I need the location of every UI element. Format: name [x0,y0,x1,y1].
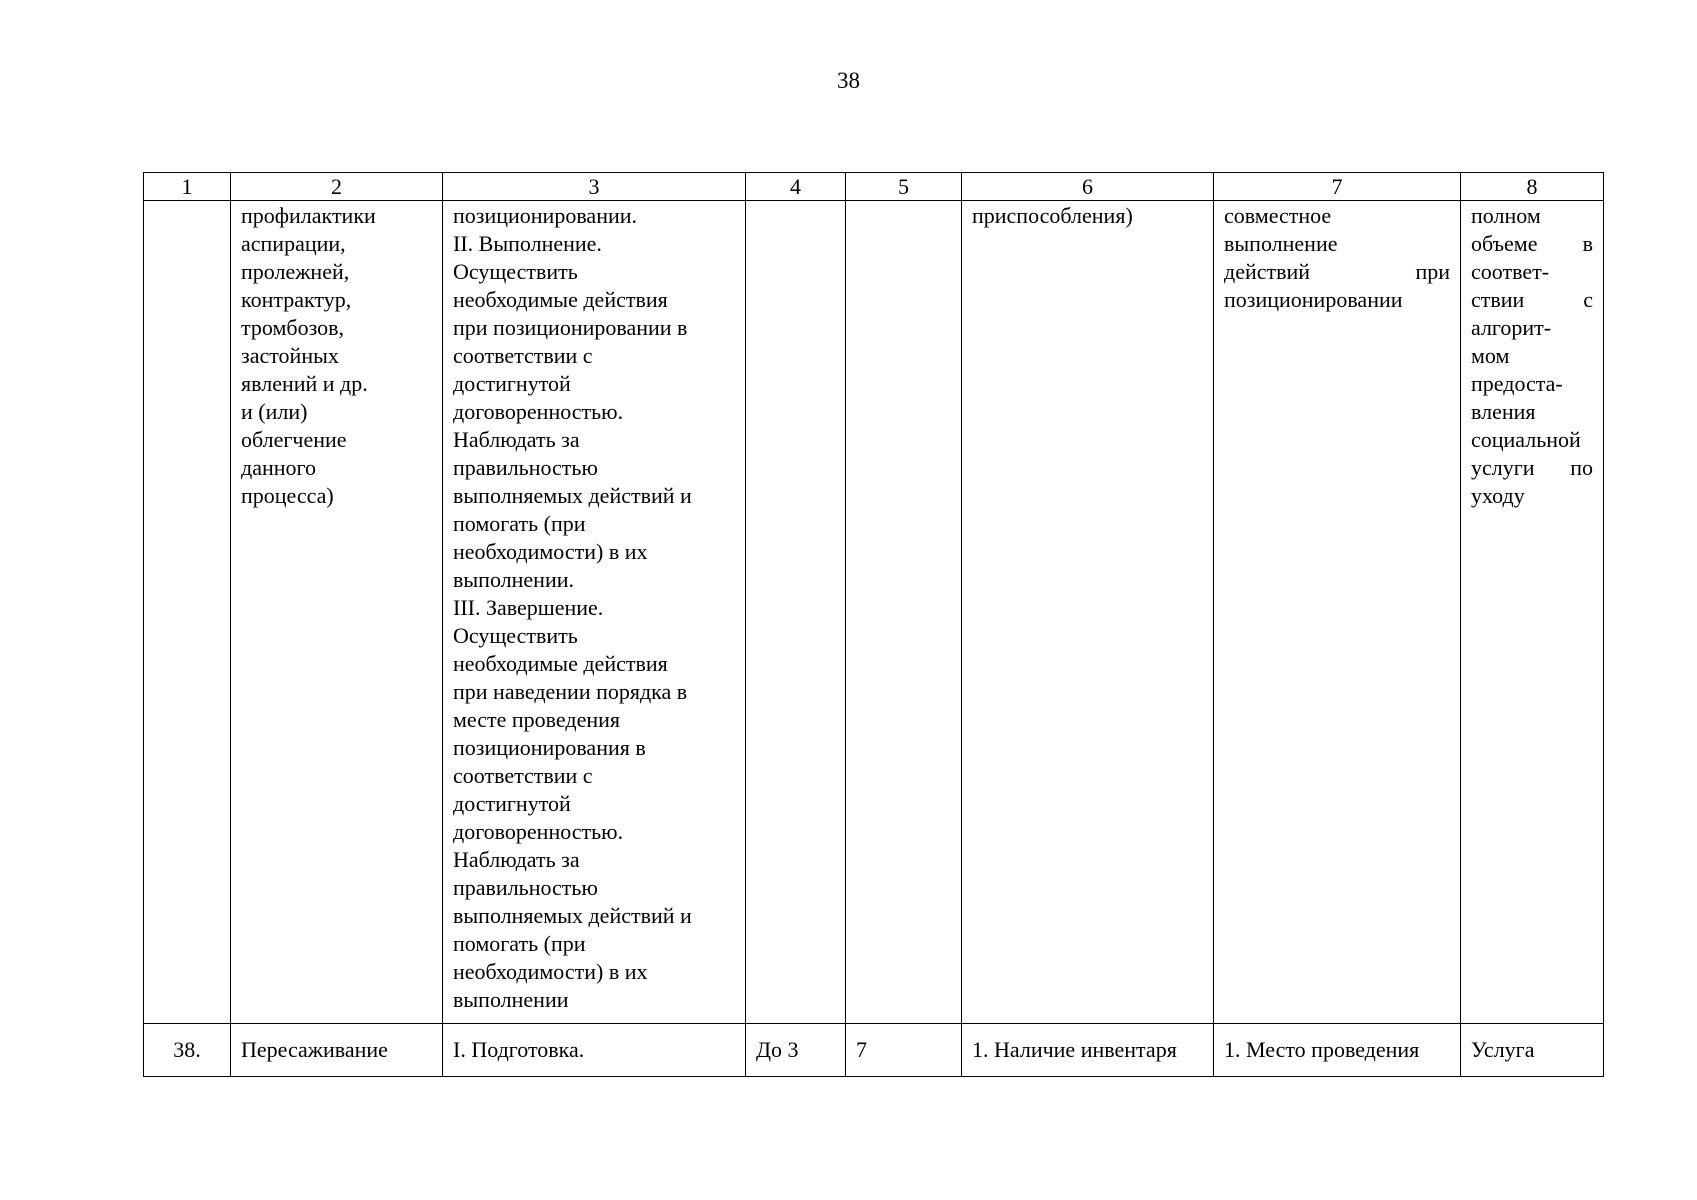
text-lines [453,202,735,1014]
text-line: выполнение [1224,231,1338,256]
text-line: действий при [1224,259,1450,284]
table-row [144,1024,1604,1077]
cell-service-name [231,201,443,1024]
text-line: застойных [241,343,339,368]
cell-col5: 7 [846,1024,962,1077]
text-line: ствии с [1471,287,1593,312]
cell-col4: До 3 [746,1024,846,1077]
text-line: совместное [1224,203,1332,228]
text-line: достигнутой [453,791,571,816]
text-line: позиционировании [1224,287,1403,312]
text-line: III. Завершение. [453,595,604,620]
text-line: облегчение [241,427,347,452]
column-number: 6 [962,173,1214,201]
cell-col6 [962,201,1214,1024]
text-line: позиционирования в [453,735,646,760]
text-line: правильностью [453,875,598,900]
text-line: Наблюдать за [453,427,580,452]
text-line: аспирации, [241,231,346,256]
cell-col5 [846,201,962,1024]
row-number: 38. [144,1024,231,1077]
text-line: явлений и др. [241,371,368,396]
text-line: выполнении [453,987,569,1012]
text-line: соответствии с [453,763,593,788]
column-number: 4 [746,173,846,201]
cell-col7: 1. Место проведения [1214,1024,1461,1077]
text-line: II. Выполнение. [453,231,602,256]
page-number: 38 [837,68,860,93]
text-line: мом [1471,343,1510,368]
cell-col8 [1461,201,1604,1024]
cell-number [144,201,231,1024]
text-line: приспособления) [972,203,1133,228]
cell-service-description [443,201,746,1024]
text-line: процесса) [241,483,334,508]
justified-lines [1224,202,1450,314]
text-line: уходу [1471,483,1525,508]
cell-col4 [746,201,846,1024]
column-number: 8 [1461,173,1604,201]
cell-col8: Услуга [1461,1024,1604,1077]
service-name: Пересаживание [231,1024,443,1077]
text-line: объеме в [1471,231,1593,256]
text-line: вления [1471,399,1536,424]
column-number: 2 [231,173,443,201]
text-line: договоренностью. [453,819,624,844]
column-number: 1 [144,173,231,201]
text-line: Осуществить [453,623,578,648]
text-line: при наведении порядка в [453,679,688,704]
text-line: предоста- [1471,371,1563,396]
text-lines [241,202,432,510]
cell-col6: 1. Наличие инвентаря [962,1024,1214,1077]
text-line: Наблюдать за [453,847,580,872]
text-line: помогать (при [453,931,586,956]
text-line: и (или) [241,399,308,424]
text-line: соответствии с [453,343,593,368]
text-line: выполняемых действий и [453,483,692,508]
text-line: необходимые действия [453,287,668,312]
text-line: контрактур, [241,287,352,312]
text-line: договоренностью. [453,399,624,424]
service-description: I. Подготовка. [443,1024,746,1077]
text-line: выполняемых действий и [453,903,692,928]
text-line: достигнутой [453,371,571,396]
text-line: тромбозов, [241,315,345,340]
text-line: данного [241,455,316,480]
table-row [144,201,1604,1024]
text-line: выполнении. [453,567,574,592]
text-line: при позиционировании в [453,315,688,340]
text-line: пролежней, [241,259,350,284]
cell-col7 [1214,201,1461,1024]
text-line: соответ- [1471,259,1550,284]
text-line: необходимости) в их [453,539,648,564]
text-line: необходимости) в их [453,959,648,984]
service-table [143,172,1604,1077]
text-line: полном [1471,203,1541,228]
text-line: необходимые действия [453,651,668,676]
justified-lines [1471,202,1593,510]
text-line: услуги по [1471,455,1593,480]
column-number: 7 [1214,173,1461,201]
column-number-row [144,173,1604,201]
text-line: помогать (при [453,511,586,536]
text-line: месте проведения [453,707,621,732]
text-lines [972,202,1203,230]
text-line: Осуществить [453,259,578,284]
column-number: 3 [443,173,746,201]
text-line: профилактики [241,203,376,228]
text-line: правильностью [453,455,598,480]
text-line: алгорит- [1471,315,1552,340]
text-line: позиционировании. [453,203,638,228]
text-line: социальной [1471,427,1581,452]
column-number: 5 [846,173,962,201]
